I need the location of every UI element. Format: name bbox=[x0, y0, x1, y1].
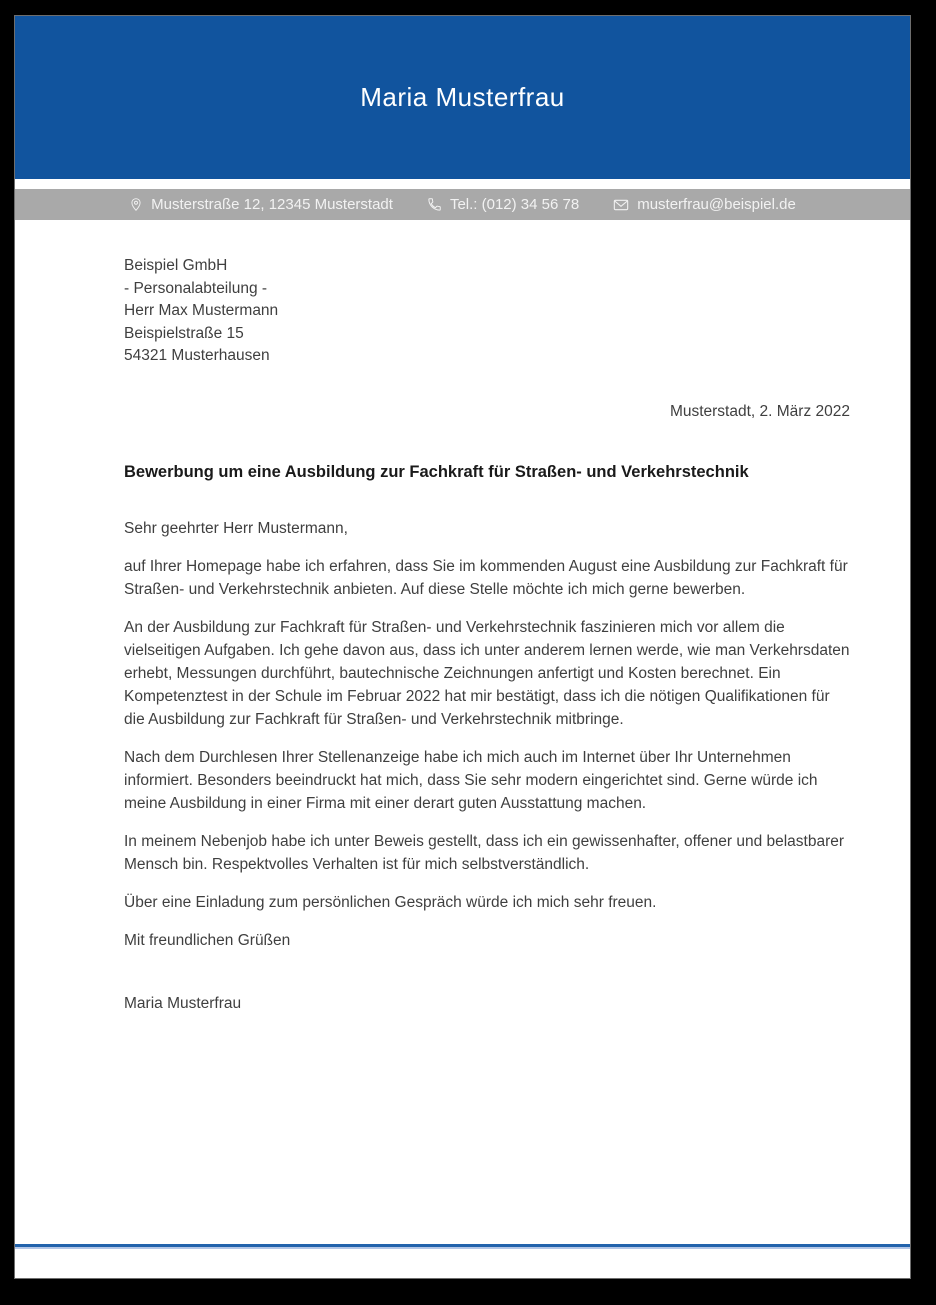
paragraph: Über eine Einladung zum persönlichen Gespräch würde ich mich sehr freuen. bbox=[124, 893, 657, 911]
contact-address-text: Musterstraße 12, 12345 Musterstadt bbox=[151, 196, 393, 213]
recipient-line: Herr Max Mustermann bbox=[124, 302, 279, 319]
recipient-block bbox=[124, 255, 850, 368]
paragraph: auf Ihrer Homepage habe ich erfahren, dass Sie im kommenden August eine Ausbildung zur Fachkraft für Straßen- und Verkehrstechnik anbieten. Auf diese Stelle möchte ich mich gerne bewerben. bbox=[124, 557, 848, 598]
letter-page bbox=[15, 16, 910, 1278]
recipient-line: 54321 Musterhausen bbox=[124, 347, 270, 364]
location-pin-icon bbox=[129, 197, 143, 212]
contact-phone-text: Tel.: (012) 34 56 78 bbox=[449, 196, 580, 213]
recipient-line: Beispielstraße 15 bbox=[124, 324, 244, 342]
subject-line: Bewerbung um eine Ausbildung zur Fachkraft für Straßen- und Verkehrstechnik bbox=[124, 462, 749, 481]
contact-phone bbox=[427, 196, 579, 213]
date-line: Musterstadt, 2. März 2022 bbox=[669, 402, 850, 420]
recipient-line: - Personalabteilung - bbox=[124, 279, 268, 297]
footer-divider bbox=[15, 1244, 910, 1249]
phone-icon bbox=[427, 197, 442, 212]
footer-divider-light-line bbox=[15, 1247, 910, 1249]
contact-email-text: musterfrau@beispiel.de bbox=[637, 196, 796, 213]
contact-bar bbox=[15, 189, 910, 220]
recipient-line: Beispiel GmbH bbox=[124, 257, 228, 274]
paragraph: Nach dem Durchlesen Ihrer Stellenanzeige habe ich mich auch im Internet über Ihr Unternehmen informiert. Besonders beeindruckt hat mich, dass Sie sehr modern eingerichtet sind. Gerne würde ich meine Ausbildung in einer Firma mit einer derart guten Ausstattung machen. bbox=[124, 748, 818, 812]
mail-envelope-icon bbox=[613, 198, 629, 212]
paragraph: In meinem Nebenjob habe ich unter Beweis gestellt, dass ich ein gewissenhafter, offener und belastbarer Mensch bin. Respektvolles Verhalten ist für mich selbstverständlich. bbox=[124, 832, 845, 873]
closing-formula: Mit freundlichen Grüßen bbox=[124, 931, 291, 949]
page-title: Maria Musterfrau bbox=[360, 82, 565, 112]
contact-address bbox=[129, 196, 393, 213]
header-band bbox=[15, 16, 910, 179]
signature-name: Maria Musterfrau bbox=[124, 994, 242, 1012]
salutation: Sehr geehrter Herr Mustermann, bbox=[124, 519, 348, 537]
paragraph: An der Ausbildung zur Fachkraft für Straßen- und Verkehrstechnik faszinieren mich vor allem die vielseitigen Aufgaben. Ich gehe davon aus, dass ich unter anderem lernen werde, wie man Verkehrsdaten erhebt, Messungen durchführt, bautechnische Zeichnungen anfertigt und Kosten berechnet. Ein Kompetenztest in der Schule im Februar 2022 hat mir bestätigt, dass ich die nötigen Qualifikationen für die Ausbildung zur Fachkraft für Straßen- und Verkehrstechnik mitbringe. bbox=[124, 618, 850, 728]
contact-email bbox=[613, 196, 796, 213]
letter-body bbox=[15, 220, 910, 1015]
